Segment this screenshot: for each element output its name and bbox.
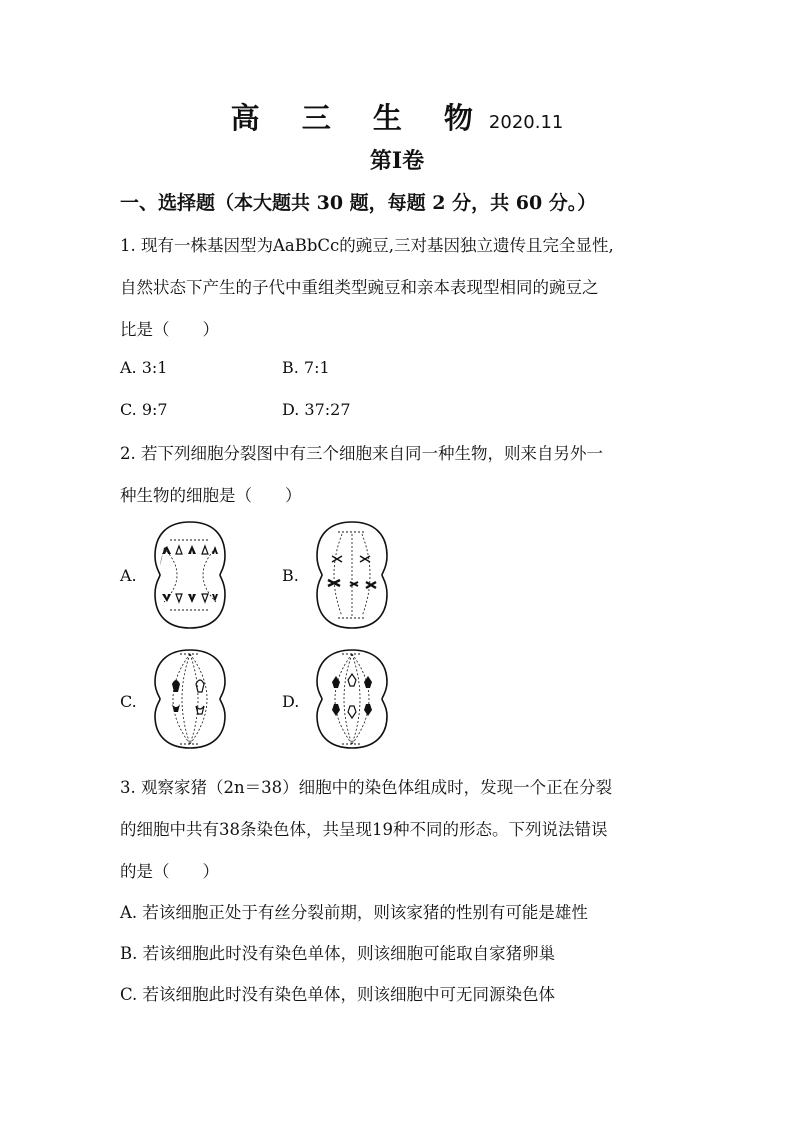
- q1-option-d: D. 37:27: [282, 400, 351, 419]
- exam-date: 2020.11: [488, 112, 564, 133]
- q2-figure-label-a: A.: [120, 566, 137, 585]
- q3-line-3: 的是（ ）: [120, 862, 219, 881]
- q2-line-1: 2. 若下列细胞分裂图中有三个细胞来自同一种生物，则来自另外一: [120, 444, 603, 463]
- q3-option-a: A. 若该细胞正处于有丝分裂前期，则该家猪的性别有可能是雄性: [120, 903, 588, 922]
- cell-diagram-b: [312, 518, 392, 632]
- q2-line-2: 种生物的细胞是（ ）: [120, 486, 302, 505]
- exam-title: [0, 96, 794, 137]
- q3-line-1: 3. 观察家猪（2n＝38）细胞中的染色体组成时，发现一个正在分裂: [120, 778, 613, 797]
- volume-title: 第Ⅰ卷: [369, 148, 425, 174]
- section-heading: 一、选择题（本大题共 30 题，每题 2 分，共 60 分。）: [120, 192, 597, 214]
- q3-option-c: C. 若该细胞此时没有染色单体，则该细胞中可无同源染色体: [120, 985, 556, 1004]
- q1-option-b: B. 7:1: [282, 358, 330, 377]
- q2-figure-label-d: D.: [282, 692, 300, 711]
- q3-option-b: B. 若该细胞此时没有染色单体，则该细胞可能取自家猪卵巢: [120, 944, 556, 963]
- q1-line-3: 比是（ ）: [120, 320, 219, 339]
- q2-figure-label-b: B.: [282, 566, 299, 585]
- q3-line-2: 的细胞中共有38条染色体，共呈现19种不同的形态。下列说法错误: [120, 820, 608, 839]
- q1-line-2: 自然状态下产生的子代中重组类型豌豆和亲本表现型相同的豌豆之: [120, 278, 599, 297]
- q1-line-1: 1. 现有一株基因型为AaBbCc的豌豆,三对基因独立遗传且完全显性,: [120, 236, 614, 255]
- q1-option-a: A. 3:1: [120, 358, 168, 377]
- q1-option-c: C. 9:7: [120, 400, 168, 419]
- cell-diagram-c: [150, 646, 230, 752]
- cell-diagram-a: [150, 518, 230, 632]
- subject-title: 高 三 生 物: [230, 101, 489, 135]
- q2-figure-label-c: C.: [120, 692, 137, 711]
- cell-diagram-d: [312, 646, 392, 752]
